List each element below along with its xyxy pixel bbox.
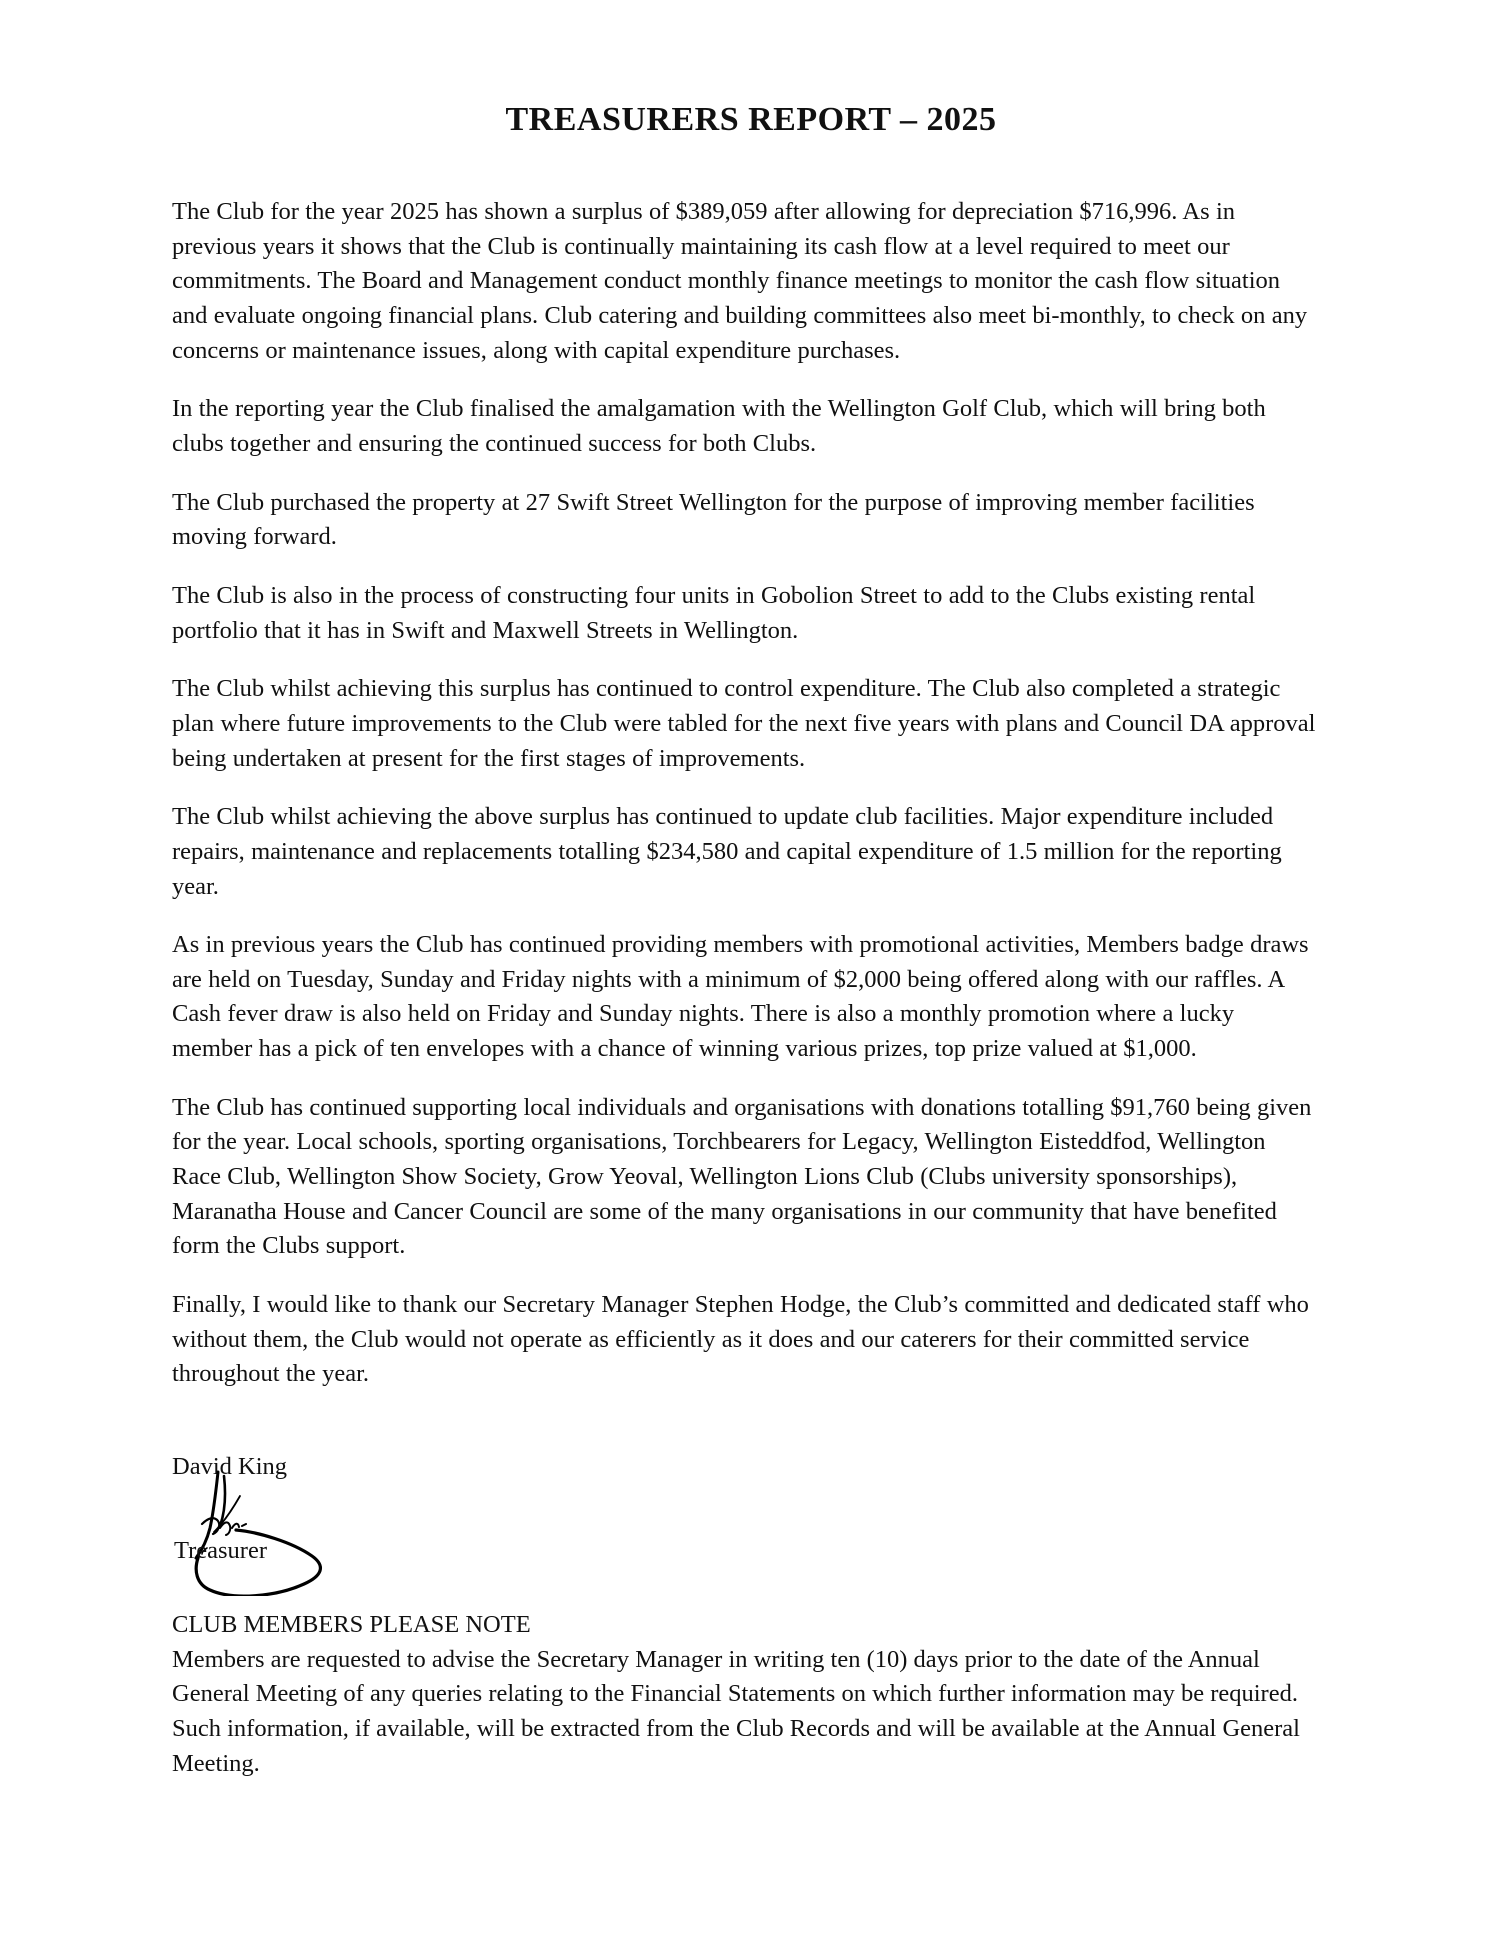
handwritten-signature-icon xyxy=(180,1466,440,1596)
paragraph-strategic-plan: The Club whilst achieving this surplus has continued to control expenditure. The Club also completed a strategic plan where future improvements to the Club were tabled for the next five years with plans and Council DA approval being undertaken at present for the first stages of improvements. xyxy=(172,675,1316,772)
report-body xyxy=(172,195,1317,1392)
paragraph-amalgamation: In the reporting year the Club finalised the amalgamation with the Wellington Golf Club, which will bring both clubs together and ensuring the continued success for both Clubs. xyxy=(172,395,1266,457)
signature-block xyxy=(172,1452,772,1612)
member-note-body: Members are requested to advise the Secretary Manager in writing ten (10) days prior to the date of the Annual General Meeting of any queries relating to the Financial Statements on which further information may be required. Such information, if available, will be extracted from the Club Records and will be available at the Annual General Meeting. xyxy=(172,1645,1300,1777)
paragraph-acknowledgements: Finally, I would like to thank our Secretary Manager Stephen Hodge, the Club’s committed and dedicated staff who without them, the Club would not operate as efficiently as it does and our caterers for their committed service throughout the year. xyxy=(172,1291,1309,1388)
paragraph-property-purchase: The Club purchased the property at 27 Swift Street Wellington for the purpose of improving member facilities moving forward. xyxy=(172,488,1255,551)
member-note-heading: CLUB MEMBERS PLEASE NOTE xyxy=(172,1611,531,1638)
paragraph-major-expenditure: The Club whilst achieving the above surplus has continued to update club facilities. Major expenditure included repairs, maintenance and replacements totalling $234,580 and capital expenditure of 1.5 million for the reporting year. xyxy=(172,803,1282,900)
member-note-block xyxy=(172,1608,1317,1781)
paragraph-promotions: As in previous years the Club has continued providing members with promotional activities, Members badge draws are held on Tuesday, Sunday and Friday nights with a minimum of $2,000 being offered along with our raffles. A Cash fever draw is also held on Friday and Sunday nights. There is also a monthly promotion where a lucky member has a pick of ten envelopes with a chance of winning various prizes, top prize valued at $1,000. xyxy=(172,931,1309,1063)
paragraph-unit-construction: The Club is also in the process of constructing four units in Gobolion Street to add to the Clubs existing rental portfolio that it has in Swift and Maxwell Streets in Wellington. xyxy=(172,581,1256,644)
signatory-role: Treasurer xyxy=(174,1537,267,1564)
page-title: TREASURERS REPORT – 2025 xyxy=(505,100,997,138)
paragraph-surplus-overview: The Club for the year 2025 has shown a surplus of $389,059 after allowing for depreciation $716,996. As in previous years it shows that the Club is continually maintaining its cash flow at a level required to meet our commitments. The Board and Management conduct monthly finance meetings to monitor the cash flow situation and evaluate ongoing financial plans. Club catering and building committees also meet bi-monthly, to check on any concerns or maintenance issues, along with capital expenditure purchases. xyxy=(172,198,1308,364)
signatory-name: David King xyxy=(172,1453,287,1480)
paragraph-donations: The Club has continued supporting local individuals and organisations with donations totalling $91,760 being given for the year. Local schools, sporting organisations, Torchbearers for Legacy, Wellington Eisteddfod, Wellington Race Club, Wellington Show Society, Grow Yeoval, Wellington Lions Club (Clubs university sponsorships), Maranatha House and Cancer Council are some of the many organisations in our community that have benefited form the Clubs support. xyxy=(172,1093,1312,1260)
